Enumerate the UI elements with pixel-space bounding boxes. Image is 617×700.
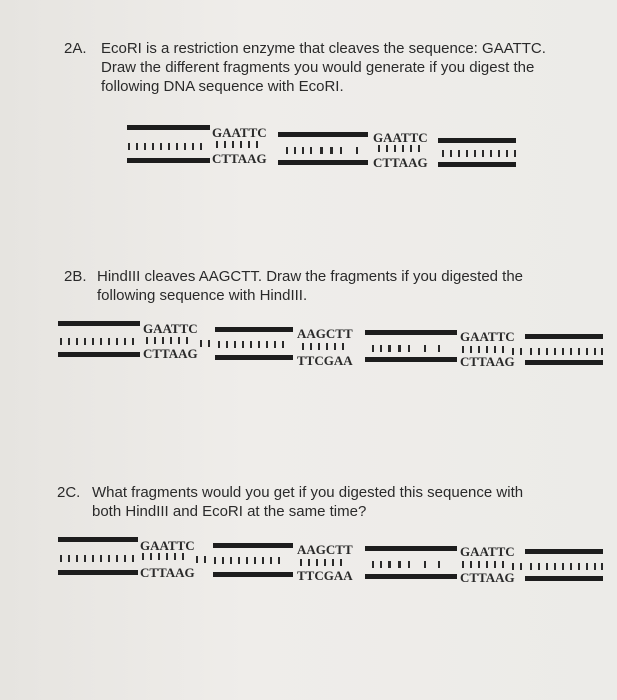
question-line: Draw the different fragments you would generate if you digest the: [101, 59, 535, 76]
hindiii-site-top: AAGCTT: [297, 542, 353, 557]
dna-bottom-strand: [438, 162, 516, 167]
ecori-site-top: GAATTC: [460, 329, 515, 344]
dna-bottom-strand: [58, 352, 140, 357]
dna-top-strand: [365, 546, 457, 551]
dna-bottom-strand: [58, 570, 138, 575]
hindiii-site-bottom: TTCGAA: [297, 353, 353, 368]
dna-top-strand: [213, 543, 293, 548]
dna-top-strand: [525, 549, 603, 554]
question-number: 2C.: [57, 484, 81, 501]
dna-bottom-strand: [525, 576, 603, 581]
dna-bottom-strand: [278, 160, 368, 165]
ecori-site-top: GAATTC: [143, 321, 198, 336]
question-line: What fragments would you get if you digested this sequence with: [92, 484, 524, 501]
question-line: following sequence with HindIII.: [97, 287, 308, 304]
dna-diagram-a: [127, 125, 516, 170]
dna-top-strand: [278, 132, 368, 137]
ecori-site-bottom: CTTAAG: [460, 570, 515, 585]
dna-top-strand: [58, 321, 140, 326]
base-pair-ticks: [128, 141, 516, 157]
ecori-site-top: GAATTC: [373, 130, 428, 145]
question-line: EcoRI is a restriction enzyme that cleaves the sequence: GAATTC.: [101, 40, 546, 57]
question-line: following DNA sequence with EcoRI.: [101, 78, 344, 95]
dna-top-strand: [127, 125, 210, 130]
dna-diagram-b: [58, 321, 603, 369]
dna-top-strand: [215, 327, 293, 332]
question-line: both HindIII and EcoRI at the same time?: [92, 503, 367, 520]
dna-bottom-strand: [365, 574, 457, 579]
question-line: HindIII cleaves AAGCTT. Draw the fragments if you digested the: [97, 268, 524, 285]
ecori-site-bottom: CTTAAG: [143, 346, 198, 361]
dna-top-strand: [365, 330, 457, 335]
question-number: 2B.: [64, 268, 87, 285]
ecori-site-top: GAATTC: [140, 538, 195, 553]
dna-top-strand: [438, 138, 516, 143]
hindiii-site-top: AAGCTT: [297, 326, 353, 341]
ecori-site-bottom: CTTAAG: [212, 151, 267, 166]
ecori-site-top: GAATTC: [212, 125, 267, 140]
dna-bottom-strand: [213, 572, 293, 577]
dna-bottom-strand: [525, 360, 603, 365]
dna-diagram-c: [58, 537, 603, 585]
ecori-site-bottom: CTTAAG: [460, 354, 515, 369]
dna-bottom-strand: [365, 357, 457, 362]
question-number: 2A.: [64, 40, 87, 57]
ecori-site-bottom: CTTAAG: [140, 565, 195, 580]
hindiii-site-bottom: TTCGAA: [297, 568, 353, 583]
dna-bottom-strand: [215, 355, 293, 360]
dna-bottom-strand: [127, 158, 210, 163]
ecori-site-bottom: CTTAAG: [373, 155, 428, 170]
dna-top-strand: [58, 537, 138, 542]
ecori-site-top: GAATTC: [460, 544, 515, 559]
dna-top-strand: [525, 334, 603, 339]
